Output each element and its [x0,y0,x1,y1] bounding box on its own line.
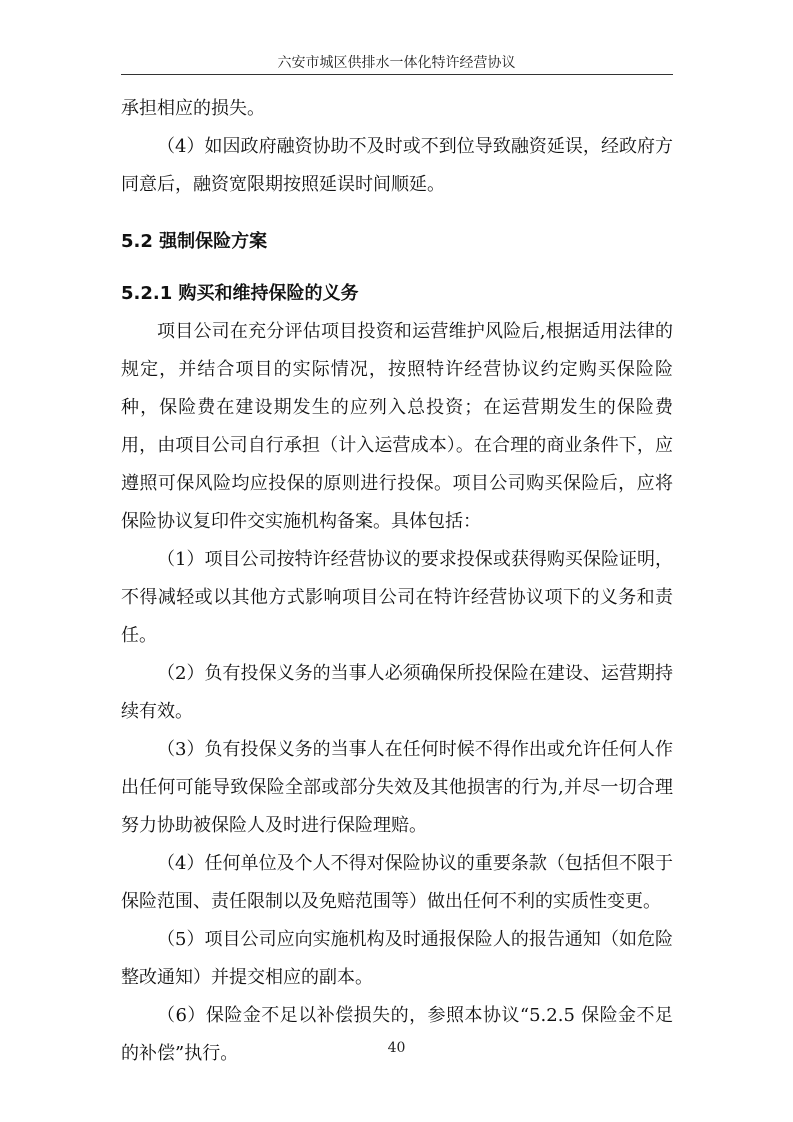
list-item: （2）负有投保义务的当事人必须确保所投保险在建设、运营期持续有效。 [121,663,673,722]
header-divider [121,74,673,75]
list-item: （4）任何单位及个人不得对保险协议的重要条款（包括但不限于保险范围、责任限制以及免赔范围等）做出任何不利的实质性变更。 [121,853,673,912]
document-body [121,90,673,1073]
list-item: （6）保险金不足以补偿损失的，参照本协议“5.2.5 保险金不足的补偿”执行。 [121,1005,673,1064]
running-header: 六安市城区供排水一体化特许经营协议 [277,55,516,71]
page-number: 40 [387,1040,406,1056]
list-item: （3）负有投保义务的当事人在任何时候不得作出或允许任何人作出任何可能导致保险全部或部分失效及其他损害的行为,并尽一切合理努力协助被保险人及时进行保险理赔。 [121,739,673,836]
list-item: （5）项目公司应向实施机构及时通报保险人的报告通知（如危险整改通知）并提交相应的副本。 [121,929,673,988]
section-heading: 5.2 强制保险方案 [121,231,268,252]
paragraph: 项目公司在充分评估项目投资和运营维护风险后,根据适用法律的规定，并结合项目的实际情况，按照特许经营协议约定购买保险险种，保险费在建设期发生的应列入总投资；在运营期发生的保险费用，由项目公司自行承担（计入运营成本）。在合理的商业条件下，应遵照可保风险均应投保的原则进行投保。项目公司购买保险后，应将保险协议复印件交实施机构备案。具体包括： [121,321,673,532]
paragraph: 承担相应的损失。 [121,98,265,119]
paragraph: （4）如因政府融资协助不及时或不到位导致融资延误，经政府方同意后，融资宽限期按照延误时间顺延。 [121,136,673,195]
subsection-heading: 5.2.1 购买和维持保险的义务 [121,283,359,304]
list-item: （1）项目公司按特许经营协议的要求投保或获得购买保险证明，不得减轻或以其他方式影响项目公司在特许经营协议项下的义务和责任。 [121,549,673,646]
